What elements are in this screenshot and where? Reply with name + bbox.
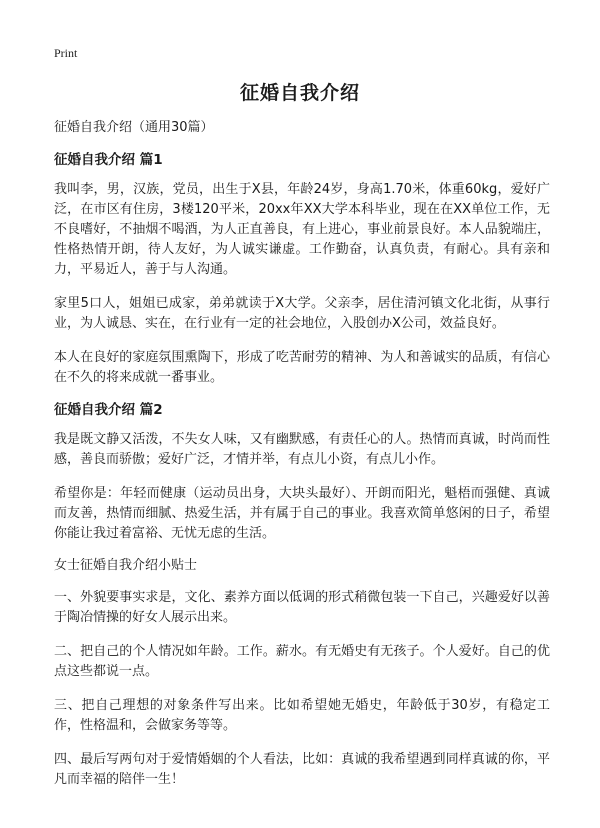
document-subtitle: 征婚自我介绍（通用30篇） xyxy=(54,120,214,135)
tip-item: 三、把自己理想的对象条件写出来。比如希望她无婚史，年龄低于30岁，有稳定工作，性格温和，会做家务等等。 xyxy=(54,698,550,733)
tip-item: 四、最后写两句对于爱情婚姻的个人看法，比如：真诚的我希望遇到同样真诚的你，平凡而幸福的陪伴一生！ xyxy=(54,752,550,787)
tip-item: 一、外貌要事实求是，文化、素养方面以低调的形式稍微包装一下自己，兴趣爱好以善于陶冶情操的好女人展示出来。 xyxy=(54,590,550,625)
section-1 xyxy=(54,152,550,388)
paragraph: 希望你是：年轻而健康（运动员出身，大块头最好）、开朗而阳光，魁梧而强健、真诚而友善，热情而细腻、热爱生活，并有属于自己的事业。我喜欢简单悠闲的日子，希望你能让我过着富裕、无忧无虑的生活。 xyxy=(54,486,550,541)
print-link[interactable]: Print xyxy=(54,46,78,60)
paragraph: 我是既文静又活泼，不失女人味，又有幽默感，有责任心的人。热情而真诚，时尚而性感，善良而骄傲；爱好广泛，才情并举，有点儿小资，有点儿小作。 xyxy=(54,432,550,467)
section-heading: 征婚自我介绍 篇2 xyxy=(54,402,163,418)
tips-title: 女士征婚自我介绍小贴士 xyxy=(54,558,198,573)
tips-section xyxy=(54,558,550,790)
section-2 xyxy=(54,402,550,544)
tip-item: 二、把自己的个人情况如年龄。工作。薪水。有无婚史有无孩子。个人爱好。自己的优点这些都说一点。 xyxy=(54,644,550,679)
document-title: 征婚自我介绍 xyxy=(239,82,360,104)
paragraph: 我叫李，男，汉族，党员，出生于X县，年龄24岁，身高1.70米，体重60kg，爱好广泛，在市区有住房，3楼120平米，20xx年XX大学本科毕业，现在在XX单位工作，无不良嗜好，不抽烟不喝酒，为人正直善良，有上进心，事业前景良好。本人品貌端庄，性格热情开朗，待人友好，为人诚实谦虚。工作勤奋，认真负责，有耐心。具有亲和力，平易近人，善于与人沟通。 xyxy=(54,182,550,277)
paragraph: 本人在良好的家庭氛围熏陶下，形成了吃苦耐劳的精神、为人和善诚实的品质，有信心在不久的将来成就一番事业。 xyxy=(54,350,550,385)
section-heading: 征婚自我介绍 篇1 xyxy=(54,152,163,168)
paragraph: 家里5口人，姐姐已成家，弟弟就读于X大学。父亲李，居住清河镇文化北街，从事行业，为人诚恳、实在，在行业有一定的社会地位，入股创办X公司，效益良好。 xyxy=(54,296,550,331)
document-body xyxy=(54,120,550,804)
